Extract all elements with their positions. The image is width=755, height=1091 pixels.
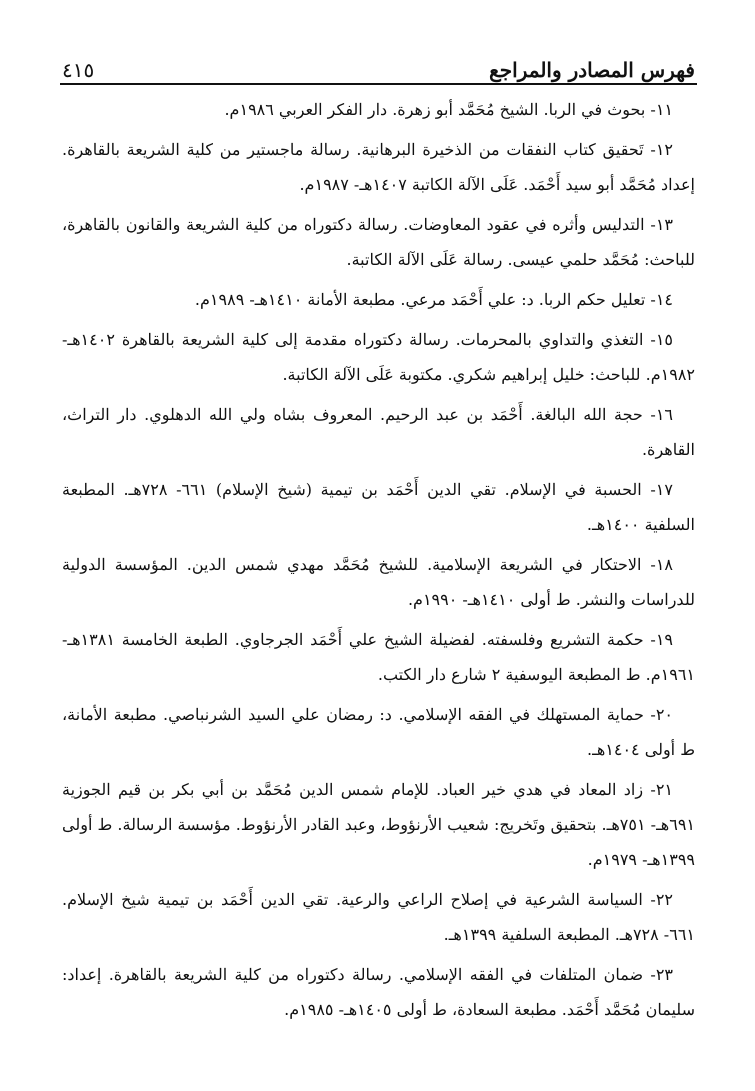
reference-entry: ١٦- حجة الله البالغة. أَحْمَد بن عبد الرحيم. المعروف بشاه ولي الله الدهلوي. دار التراث، القاهرة.: [62, 405, 695, 459]
reference-entry: ٢٣- ضمان المتلفات في الفقه الإسلامي. رسالة دكتوراه من كلية الشريعة بالقاهرة. إعداد: سليمان مُحَمَّد أَحْمَد. مطبعة السعادة، ط أولى ١٤٠٥هـ- ١٩٨٥م.: [62, 965, 695, 1019]
reference-entry: ١٧- الحسبة في الإسلام. تقي الدين أَحْمَد بن تيمية (شيخ الإسلام) ٦٦١- ٧٢٨هـ. المطبعة السلفية ١٤٠٠هـ.: [62, 480, 695, 534]
reference-entry: ١٤- تعليل حكم الربا. د: علي أَحْمَد مرعي. مطبعة الأمانة ١٤١٠هـ- ١٩٨٩م.: [194, 290, 673, 309]
reference-entry: ١٥- التغذي والتداوي بالمحرمات. رسالة دكتوراه مقدمة إلى كلية الشريعة بالقاهرة ١٤٠٢هـ- ١٩٨٢م. للباحث: خليل إبراهيم شكري. مكتوبة عَلَى الآلة الكاتبة.: [62, 330, 695, 384]
header-rule: [60, 83, 697, 85]
reference-entry: ١٨- الاحتكار في الشريعة الإسلامية. للشيخ مُحَمَّد مهدي شمس الدين. المؤسسة الدولية للدراسات والنشر. ط أولى ١٤١٠هـ- ١٩٩٠م.: [62, 555, 695, 609]
reference-entry: ١١- بحوث في الربا. الشيخ مُحَمَّد أبو زهرة. دار الفكر العربي ١٩٨٦م.: [224, 100, 673, 119]
reference-entry: ٢٠- حماية المستهلك في الفقه الإسلامي. د: رمضان علي السيد الشرنباصي. مطبعة الأمانة، ط أولى ١٤٠٤هـ.: [62, 705, 695, 759]
reference-entry: ٢٢- السياسة الشرعية في إصلاح الراعي والرعية. تقي الدين أَحْمَد بن تيمية شيخ الإسلام. ٦٦١- ٧٢٨هـ. المطبعة السلفية ١٣٩٩هـ.: [62, 890, 695, 944]
reference-entry: ١٢- تَحقيق كتاب النفقات من الذخيرة البرهانية. رسالة ماجستير من كلية الشريعة بالقاهرة. إعداد مُحَمَّد أبو سيد أَحْمَد. عَلَى الآلة الكاتبة ١٤٠٧هـ- ١٩٨٧م.: [62, 140, 695, 194]
reference-entry: ١٣- التدليس وأثره في عقود المعاوضات. رسالة دكتوراه من كلية الشريعة والقانون بالقاهرة، للباحث: مُحَمَّد حلمي عيسى. رسالة عَلَى الآلة الكاتبة.: [62, 215, 695, 269]
page-number: ٤١٥: [62, 58, 95, 82]
reference-entry: ١٩- حكمة التشريع وفلسفته. لفضيلة الشيخ علي أَحْمَد الجرجاوي. الطبعة الخامسة ١٣٨١هـ- ١٩٦١م. ط المطبعة اليوسفية ٢ شارع دار الكتب.: [62, 630, 695, 684]
header-title: فهرس المصادر والمراجع: [489, 58, 695, 82]
page-header: [62, 40, 695, 80]
reference-entry: ٢١- زاد المعاد في هدي خير العباد. للإمام شمس الدين مُحَمَّد بن أبي بكر بن قيم الجوزية ٦٩١هـ- ٧٥١هـ. بتحقيق وتَخريج: شعيب الأرنؤوط، وعبد القادر الأرنؤوط. مؤسسة الرسالة. ط أولى ١٣٩٩هـ- ١٩٧٩م.: [62, 780, 695, 869]
references-list: [62, 92, 695, 1027]
